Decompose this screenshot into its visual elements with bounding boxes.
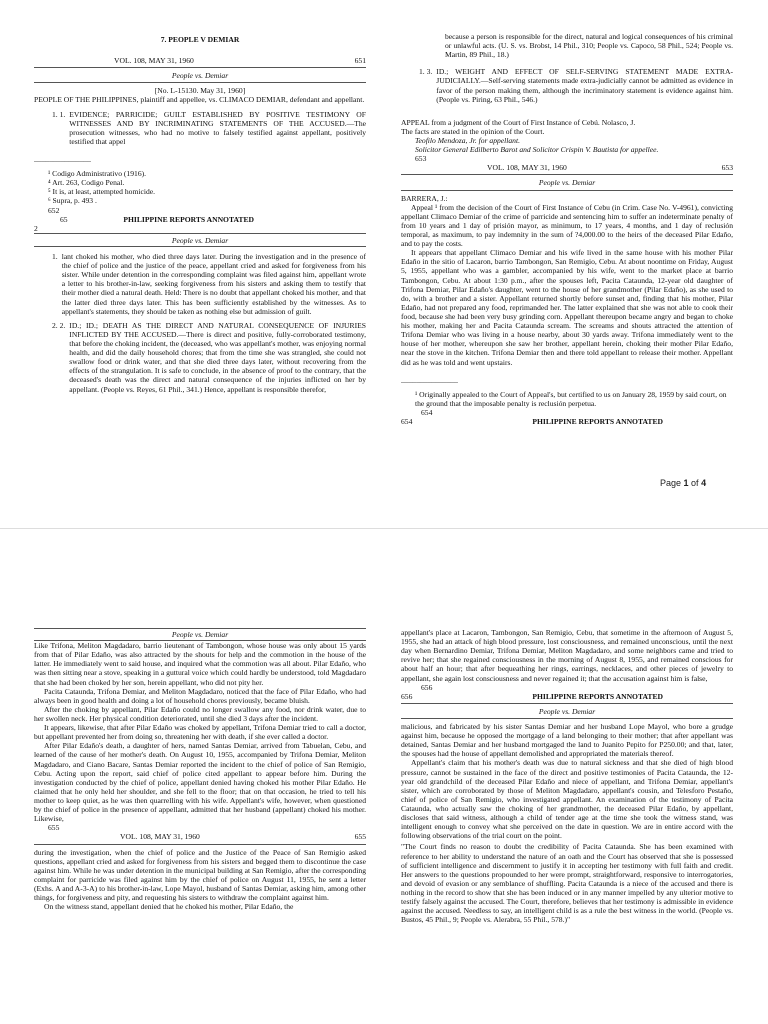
opinion-paragraph: appellant's place at Lacaron, Tambongon, San Remigio, Cebu, that sometime in the afternoon of August 5, 1955, she had an attack of high blood pressure, lost consciousness, and remained unconscious, until the next day when Bernardino Demiar, Trifona Demiar, Meliton Magdadaro, and some neighbors came and tried to revive her; that she regained consciousness in the morning of August 8, 1955, and remained conscious for about half an hour; that after bequeathing her rings, earrings, necklaces, and other pieces of jewelry to appellant, she again lost consciousness and never regained it; that the accusation against him is false, — [401, 628, 733, 683]
item-text: ID.; ID.; DEATH AS THE DIRECT AND NATURAL CONSEQUENCE OF INJURIES INFLICTED BY THE ACCUSED.—There is direct and positive, fully-corroborated testimony, that before the choking incident, the (deceased, who was appellant's mother, was enjoying normal health, and did the daily household chores; that from the time she was strangled, she could not swallow food or drink water, and that she died three days later, without recovering from the effects of the strangulation. It is safe to conclude, in the absence of proof to the contrary, that the deceased's death was the direct and natural consequence of the injuries inflicted on her by appellant. (People vs. Reyes, 61 Phil., 341.) Hence, appellant is responsible therefor, — [69, 320, 366, 394]
opinion-paragraph: After Pilar Edaño's death, a daughter of hers, named Santas Demiar, arrived from Tabuelan, Cebu, and learned of the cause of her mother's death. On August 10, 1955, accompanied by Trifona Demiar, Meliton Magdadaro, and Ciano Bacare, Santas Demiar reported the incident to the chief of police of San Remigio, Cebu. Acting upon the report, said chief of police cited appellant to appear before him. During the investigation conducted by the chief of police, appellant denied having choked his mother Pilar Edaño. He claimed that he only held her shoulder, and she fell to the floor; that on that occasion, he tried to tell his mother to keep quiet, as he was then quarrelling with his wife. Appellant's wife, however, when questioned by the chief of police in the presence of appellant, admitted that her husband (appellant) choked his mother. Likewise, — [34, 741, 366, 824]
syllabus-item-3 — [419, 67, 733, 103]
opinion-paragraph: Appeal ¹ from the decision of the Court of First Instance of Cebu (in Crim. Case No. V-4961), convicting appellant Climaco Demiar of the crime of parricide and sentencing him to suffer an indeterminate penalty of from 10 years and 1 day of prisión mayor, as minimum, to 17 years, 4 months, and 1 day of reclusión temporal, as maximum, to pay indemnity in the sum of ?4,000.00 to the heirs of the deceased Pilar Edaño, and to pay the costs. — [401, 202, 733, 249]
page-prefix: Page — [660, 478, 684, 488]
opinion-paragraph: during the investigation, when the chief of police and the Justice of the Peace of San Remigio asked questions, appellant cried and asked for forgiveness from his sisters and begged them to discontinue the case against him. While he was under detention in the municipal building at San Remigio, after the corresponding complaint for parricide was filed against him by the chief of police on August 11, 1955, he sent a letter (Exhs. A and A-3-A) to his brother-in-law, Lope Mayol, husband of Santas Demiar, asking him, among other things, for forgiveness and pity, and requesting his sisters to withdraw the complaint against him. — [34, 847, 366, 903]
page-header-655 — [34, 832, 366, 841]
header-rule — [34, 246, 366, 247]
footnote-divider: _______________ — [34, 153, 91, 163]
header-rule — [401, 174, 733, 175]
header-page: 653 — [721, 163, 733, 173]
footnote-divider: _______________ — [401, 374, 458, 384]
header-left: 654 — [401, 417, 413, 427]
header-left: 65 — [60, 214, 68, 224]
opinion-paragraph: Appellant's claim that his mother's death was due to natural sickness and that she died of high blood pressure, cannot be sustained in the face of the direct and positive testimonies of Pacita Cataunda, the 12-year old grandchild of the deceased Pilar Edaño and niece of appellant, and Trifona Demiar, appellant's sister, which are corroborated by those of Meliton Magdadaro, appellant's cousin, and Telesforo Pestaño, chief of police of San Remigio, who investigated appellant. An examination of the testimony of Pacita Cataunda, who actually saw the choking of her grandmother, the deceased Pilar Edaño, by appellant, discloses that said witness, although a child of tender age at the time she took the witness stand, was intelligent enough to convey what she perceived on the date in question. We are in entire accord with the following observations of the trial court on the point. — [401, 758, 733, 841]
header-title: PHILIPPINE REPORTS ANNOTATED — [123, 214, 254, 224]
page-header-652 — [34, 215, 366, 224]
column-bottom-right — [401, 628, 733, 1022]
header-rule — [401, 718, 733, 719]
opinion-paragraph: On the witness stand, appellant denied that he choked his mother, Pilar Edaño, the — [44, 902, 294, 912]
page-header-656 — [401, 692, 733, 701]
opinion-paragraph: It appears that appellant Climaco Demiar and his wife lived in the same house with his mother Pilar Edaño in the sitio of Lacaron, barrio Tambongon, San Remigio, Cebu. At about noontime on Friday, August 5, 1955, appellant who was a gambler, accompanied by his wife, went to the market place at barrio Tambongon, Cebu. At about 1:30 p.m., after the spouses left, Pacita Cataunda, 12-year old daughter of Trifona Demiar, Pilar Edaño's daughter, went to the house of her grandmother (Pilar Edaño), as she used to do, with a brother and a sister. Appellant returned shortly before sunset and, finding that his mother, Pilar Edaño, had not prepared any food, reprimanded her. The latter explained that she was not able to cook their food, because she had been very busy grinding corn. Appellant thereupon became angry and began to choke his mother, making her and Pacita Cataunda scream. The screams and shouts attracted the attention of Trifona Demiar who was living in a house nearby, about 30 yards away. Trifona immediately went to the house of her mother, whereupon she saw her brother, appellant herein, choking their mother Pilar Edaño, near the stove in the kitchen. Trifona Demiar then and there told appellant to release their mother. Appellant did as he was told and went upstairs. — [401, 248, 733, 367]
header-left: 656 — [401, 691, 413, 701]
header-page: 655 — [354, 832, 366, 842]
header-title: PHILIPPINE REPORTS ANNOTATED — [532, 691, 663, 701]
page-indicator — [660, 478, 706, 488]
stray-page-digit: 2 — [34, 223, 38, 233]
page-number-656: 656 — [421, 682, 433, 692]
item-number: 1. 3. — [419, 67, 433, 77]
item-text: EVIDENCE; PARRICIDE; GUILT ESTABLISHED BY POSITIVE TESTIMONY OF WITNESSES AND BY INCRIMINATING STATEMENTS OF THE ACCUSED.—The prosecution witnesses, who had no motive to falsely testified against appellant, positively testified that appel — [69, 109, 366, 146]
item-text: lant choked his mother, who died three days later. During the investigation and in the presence of the chief of police and the justice of the peace, appellant cried and asked for forgiveness from his sister. While under detention in the corresponding complaint was filed against him, appellant wrote a letter to his brother-in-law, seeking forgiveness from his sisters and asking them to testify that their mother died a natural death. Held: There is no doubt that appellant choked his mother, and that the latter died three days later. This has been sufficiently established by the witnesses. As to appellant's statements, they should be taken as nothing else but admission of guilt. — [61, 251, 366, 316]
column-top-right — [401, 32, 733, 522]
syllabus-item-2 — [52, 321, 366, 394]
opinion-paragraph: After the choking by appellant, Pilar Edaño could no longer swallow any food, nor drink water, due to her swollen neck. Her physical condition deteriorated, until she died 3 days after the incident. — [34, 704, 366, 723]
item-text: ID.; WEIGHT AND EFFECT OF SELF-SERVING STATEMENT MADE EXTRA-JUDICIALLY.—Self-serving statements made extra-judicially cannot be admitted as evidence in favor of the person making them, although the incriminatory statement is evidence against him. (People vs. Piring, 63 Phil., 546.) — [436, 67, 733, 104]
running-head: People vs. Demiar — [171, 235, 229, 245]
header-rule — [34, 233, 366, 234]
column-top-left — [34, 35, 366, 525]
header-rule — [34, 82, 366, 83]
column-bottom-left — [34, 628, 366, 1022]
header-rule — [34, 67, 366, 68]
block-quote: "The Court finds no reason to doubt the credibility of Pacita Cataunda. She has been examined with reference to her ability to understand the nature of an oath and the Court has observed that she is possessed of sufficient intelligence and discernment to justify it in accepting her testimony with full faith and credit. Her answers to the questions propounded to her were prompt, straightforward, responsive to interrogatories, and devoid of evasion or any semblance of shuffling. Pacita Cataunda is a niece of the accused and there is nothing in the record to show that she has been induced or in any manner impelled by any ulterior motive to testify falsely against the accused. The Court, therefore, believes that her testimony is admissible in evidence against the accused. Needless to say, an intelligent child is as a rule the best witness in the world. (People vs. Bustos, 45 Phil., 9; People vs. Alerabra, 55 Phil., 578.)" — [401, 842, 733, 925]
item-number: 1. 1. — [52, 109, 66, 119]
case-parties: PEOPLE OF THE PHILIPPINES, plaintiff and appellee, vs. CLIMACO DEMIAR, defendant and appellant. — [34, 95, 365, 105]
opinion-paragraph: It appears, likewise, that after Pilar Edaño was choked by appellant, Trifona Demiar tried to call a doctor, but appellant prevented her from doing so, threatening her with death, if she ever called a doctor. — [34, 723, 366, 742]
syllabus-item-1 — [52, 110, 366, 146]
footnote-1: ¹ Originally appealed to the Court of Appeal's, but certified to us on January 28, 1959 by said court, on the ground that the imposable penalty is reclusión perpetua. — [415, 389, 727, 408]
footnote-5: ⁵ It is, at least, attempted homicide. — [48, 187, 156, 197]
judge-name: BARRERA, J.: — [401, 193, 448, 203]
counsel-appellee: Solicitor General Edilberto Barot and Solicitor Crispin V. Bautista for appellee. — [415, 145, 659, 155]
page-number-653: 653 — [415, 154, 427, 164]
running-head: People vs. Demiar — [171, 630, 229, 639]
footnote-1: ¹ Codigo Administrativo (1916). — [48, 169, 147, 179]
header-rule — [34, 844, 366, 845]
header-page: 651 — [354, 56, 366, 66]
footnote-6: ⁶ Supra, p. 493 . — [48, 196, 97, 206]
case-number: [No. L-15130. May 31, 1960] — [154, 86, 246, 96]
header-rule — [401, 190, 733, 191]
header-rule — [401, 703, 733, 704]
header-volume: VOL. 108, MAY 31, 1960 — [487, 163, 567, 173]
page-number-655: 655 — [48, 823, 60, 833]
item-number: 2. 2. — [52, 320, 66, 330]
page-header-654 — [401, 417, 733, 426]
page-current: 1 — [683, 478, 689, 488]
page-header-653 — [401, 163, 733, 172]
opinion-paragraph: Like Trifona, Meliton Magdadaro, barrio lieutenant of Tambongon, whose house was only about 15 yards from that of Pilar Edaño, was also attracted by the shouts for help and the commotion in the house of the latter. He immediately went to said house, and inquired what the commotion was all about. Pilar Edaño, who was then sitting near a stove, speaking in a guttural voice which could hardly be understood, told Magdadaro that she had been choked by her son, herein appellant, who did not pity her. — [34, 641, 366, 687]
running-head: People vs. Demiar — [171, 71, 229, 81]
footnote-4: ⁴ Art. 263, Codigo Penal. — [48, 178, 125, 188]
running-head: People vs. Demiar — [538, 706, 596, 716]
opinion-paragraph: Pacita Cataunda, Trifona Demiar, and Meliton Magdadaro, noticed that the face of Pilar Edaño, who had always been in good health and doing a lot of household chores previously, became bluish. — [34, 686, 366, 705]
header-rule — [34, 628, 366, 629]
syllabus-item-1-continued — [52, 252, 366, 316]
counsel-appellant: Teofilo Mendoza, Jr. for appellant. — [415, 135, 520, 145]
header-title: PHILIPPINE REPORTS ANNOTATED — [532, 417, 663, 427]
appeal-line: APPEAL from a judgment of the Court of First Instance of Cebú. Nolasco, J. — [401, 117, 636, 127]
header-volume: VOL. 108, MAY 31, 1960 — [120, 832, 200, 842]
page-total: 4 — [701, 478, 707, 488]
page-sep: of — [688, 478, 702, 488]
item-2-continued: because a person is responsible for the direct, natural and logical consequences of his criminal or unlawful acts. (U. S. vs. Brobst, 14 Phil., 310; People vs. Capoco, 58 Phil., 524; People vs. Martin, 89 Phil., 18.) — [445, 32, 733, 60]
item-number: 1. — [52, 251, 58, 261]
page-number-654: 654 — [421, 407, 433, 417]
opinion-paragraph: malicious, and fabricated by his sister Santas Demiar and her husband Lope Mayol, who bore a grudge against him, because he opposed the mortgage of a land belonging to their mother; that after appellant was detained, Santas Demiar and her husband mortgaged the land to Juanito Pepito for P250.00; and that, later, the spouses had the house of appellant demolished and appropriated the materials thereof. — [401, 721, 733, 759]
case-title: 7. PEOPLE V DEMIAR — [160, 35, 240, 44]
page-number-652: 652 — [48, 205, 60, 215]
running-head: People vs. Demiar — [538, 178, 596, 188]
header-volume: VOL. 108, MAY 31, 1960 — [114, 56, 194, 66]
page-divider — [0, 528, 768, 529]
facts-line: The facts are stated in the opinion of the Court. — [401, 126, 545, 136]
page-header-651 — [34, 56, 366, 65]
